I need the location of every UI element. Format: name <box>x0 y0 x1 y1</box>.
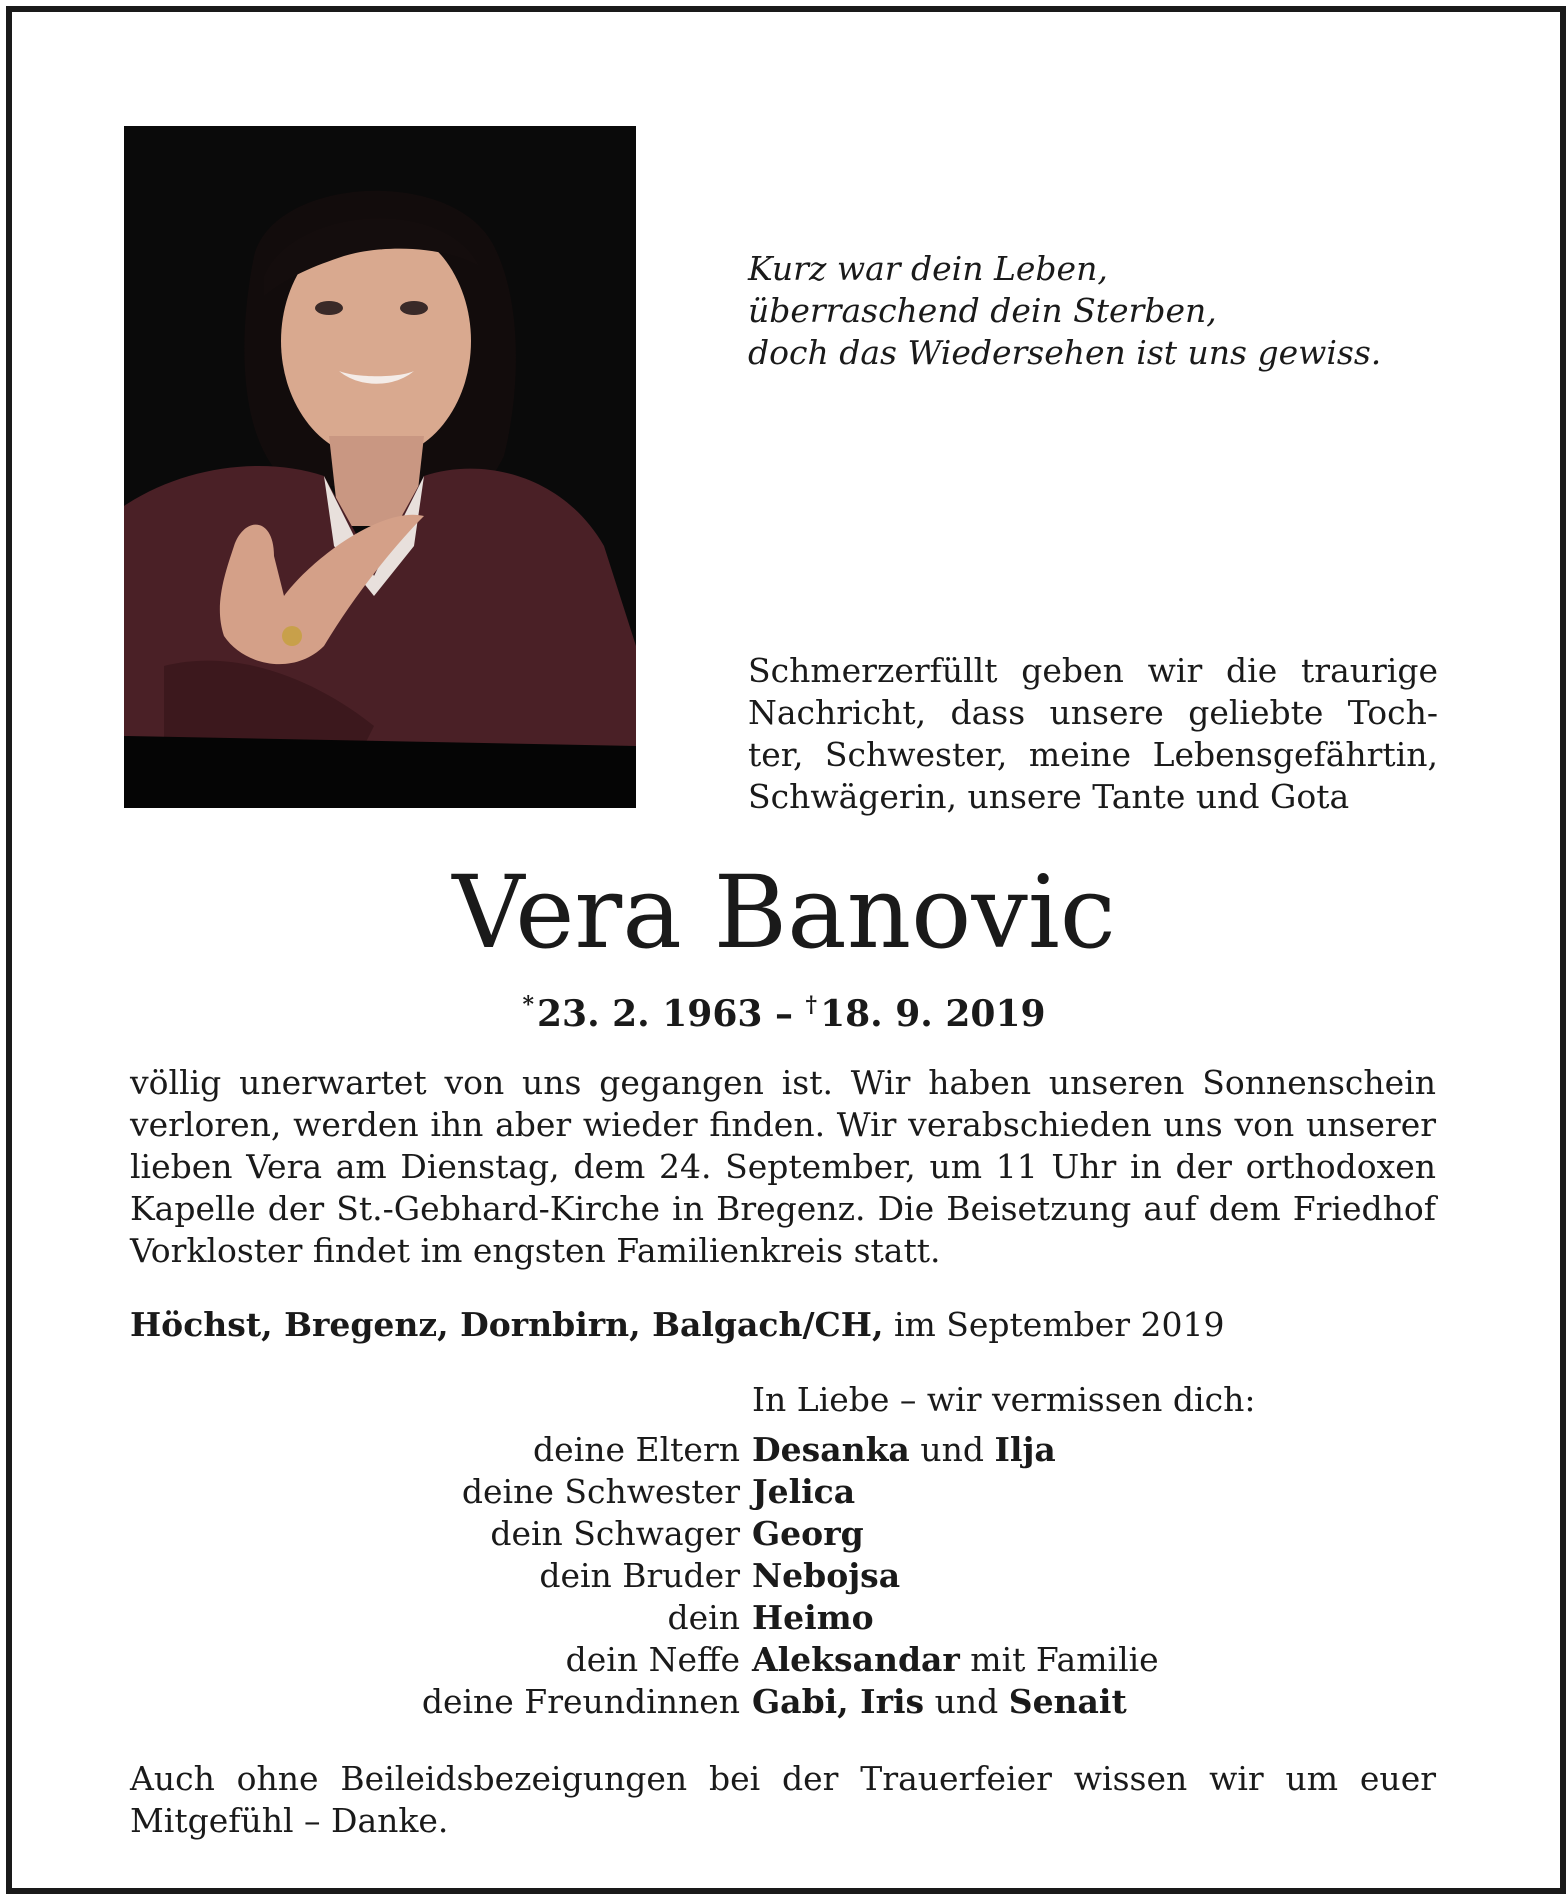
body-line: Vorkloster findet im engsten Familienkreis statt. <box>130 1231 941 1270</box>
family-list <box>200 1429 1450 1723</box>
portrait-illustration <box>124 126 636 808</box>
date-separator: – <box>775 993 793 1035</box>
family-name: Jelica <box>752 1472 856 1511</box>
birth-date: 23. 2. 1963 <box>536 993 763 1035</box>
family-name: Aleksandar <box>752 1640 960 1679</box>
family-name: Senait <box>1008 1682 1127 1721</box>
family-connector: und <box>920 1430 984 1469</box>
family-connector: und <box>934 1682 999 1721</box>
motto-line: Kurz war dein Leben, <box>748 249 1108 288</box>
family-names <box>752 1639 1159 1681</box>
family-relation: dein <box>667 1598 740 1637</box>
life-dates <box>0 984 1568 1035</box>
family-relation: dein Bruder <box>539 1556 740 1595</box>
places-locations: Höchst, Bregenz, Dornbirn, Balgach/CH, <box>130 1305 884 1344</box>
family-names <box>752 1513 864 1555</box>
family-names <box>752 1681 1127 1723</box>
family-row <box>200 1471 1450 1513</box>
family-row <box>200 1555 1450 1597</box>
portrait-photo <box>124 126 636 808</box>
closing-line: Auch ohne Beileidsbezeigungen bei der Trauerfeier wissen wir um euer <box>130 1759 1436 1798</box>
family-relation: deine Freundinnen <box>421 1682 740 1721</box>
body-line: verloren, werden ihn aber wieder finden. Wir verabschieden uns von unserer <box>130 1105 1436 1144</box>
family-relation: dein Schwager <box>490 1514 740 1553</box>
family-row <box>200 1639 1450 1681</box>
body-line: lieben Vera am Dienstag, dem 24. September, um 11 Uhr in der orthodoxen <box>130 1147 1436 1186</box>
family-row <box>200 1681 1450 1723</box>
family-relation: deine Schwester <box>461 1472 740 1511</box>
family-name: Desanka <box>752 1430 910 1469</box>
closing-paragraph <box>130 1758 1436 1842</box>
motto-line: überraschend dein Sterben, <box>748 291 1217 330</box>
motto-verse <box>748 248 1448 374</box>
family-name: Heimo <box>752 1598 874 1637</box>
death-symbol: † <box>805 992 818 1018</box>
love-line: In Liebe – wir vermissen dich: <box>752 1380 1256 1419</box>
family-relation: deine Eltern <box>533 1430 740 1469</box>
family-names <box>752 1597 874 1639</box>
family-name: Nebojsa <box>752 1556 901 1595</box>
places-date: im September 2019 <box>893 1305 1225 1344</box>
family-name: Gabi, Iris <box>752 1682 925 1721</box>
family-row <box>200 1597 1450 1639</box>
family-relation: dein Neffe <box>565 1640 740 1679</box>
family-connector: mit Familie <box>970 1640 1159 1679</box>
body-line: völlig unerwartet von uns gegangen ist. Wir haben unseren Sonnenschein <box>130 1063 1436 1102</box>
intro-paragraph <box>748 650 1438 818</box>
intro-line: Schwägerin, unsere Tante und Gota <box>748 777 1350 816</box>
motto-line: doch das Wiedersehen ist uns gewiss. <box>748 333 1382 372</box>
closing-line: Mitgefühl – Danke. <box>130 1801 449 1840</box>
body-paragraph <box>130 1062 1436 1272</box>
family-names <box>752 1429 1056 1471</box>
family-names <box>752 1555 900 1597</box>
family-name: Georg <box>752 1514 864 1553</box>
family-row <box>200 1513 1450 1555</box>
family-name: Ilja <box>994 1430 1056 1469</box>
body-line: Kapelle der St.-Gebhard-Kirche in Bregenz. Die Beisetzung auf dem Friedhof <box>130 1189 1436 1228</box>
family-row <box>200 1429 1450 1471</box>
death-date: 18. 9. 2019 <box>820 993 1046 1035</box>
birth-symbol: * <box>522 992 534 1018</box>
intro-line: Schmerzerfüllt geben wir die traurige <box>748 651 1438 690</box>
places-line <box>130 1304 1436 1346</box>
intro-line: Nachricht, dass unsere geliebte Toch- <box>748 693 1438 732</box>
intro-line: ter, Schwester, meine Lebensgefährtin, <box>748 735 1438 774</box>
family-names <box>752 1471 855 1513</box>
deceased-name: Vera Banovic <box>452 854 1116 971</box>
